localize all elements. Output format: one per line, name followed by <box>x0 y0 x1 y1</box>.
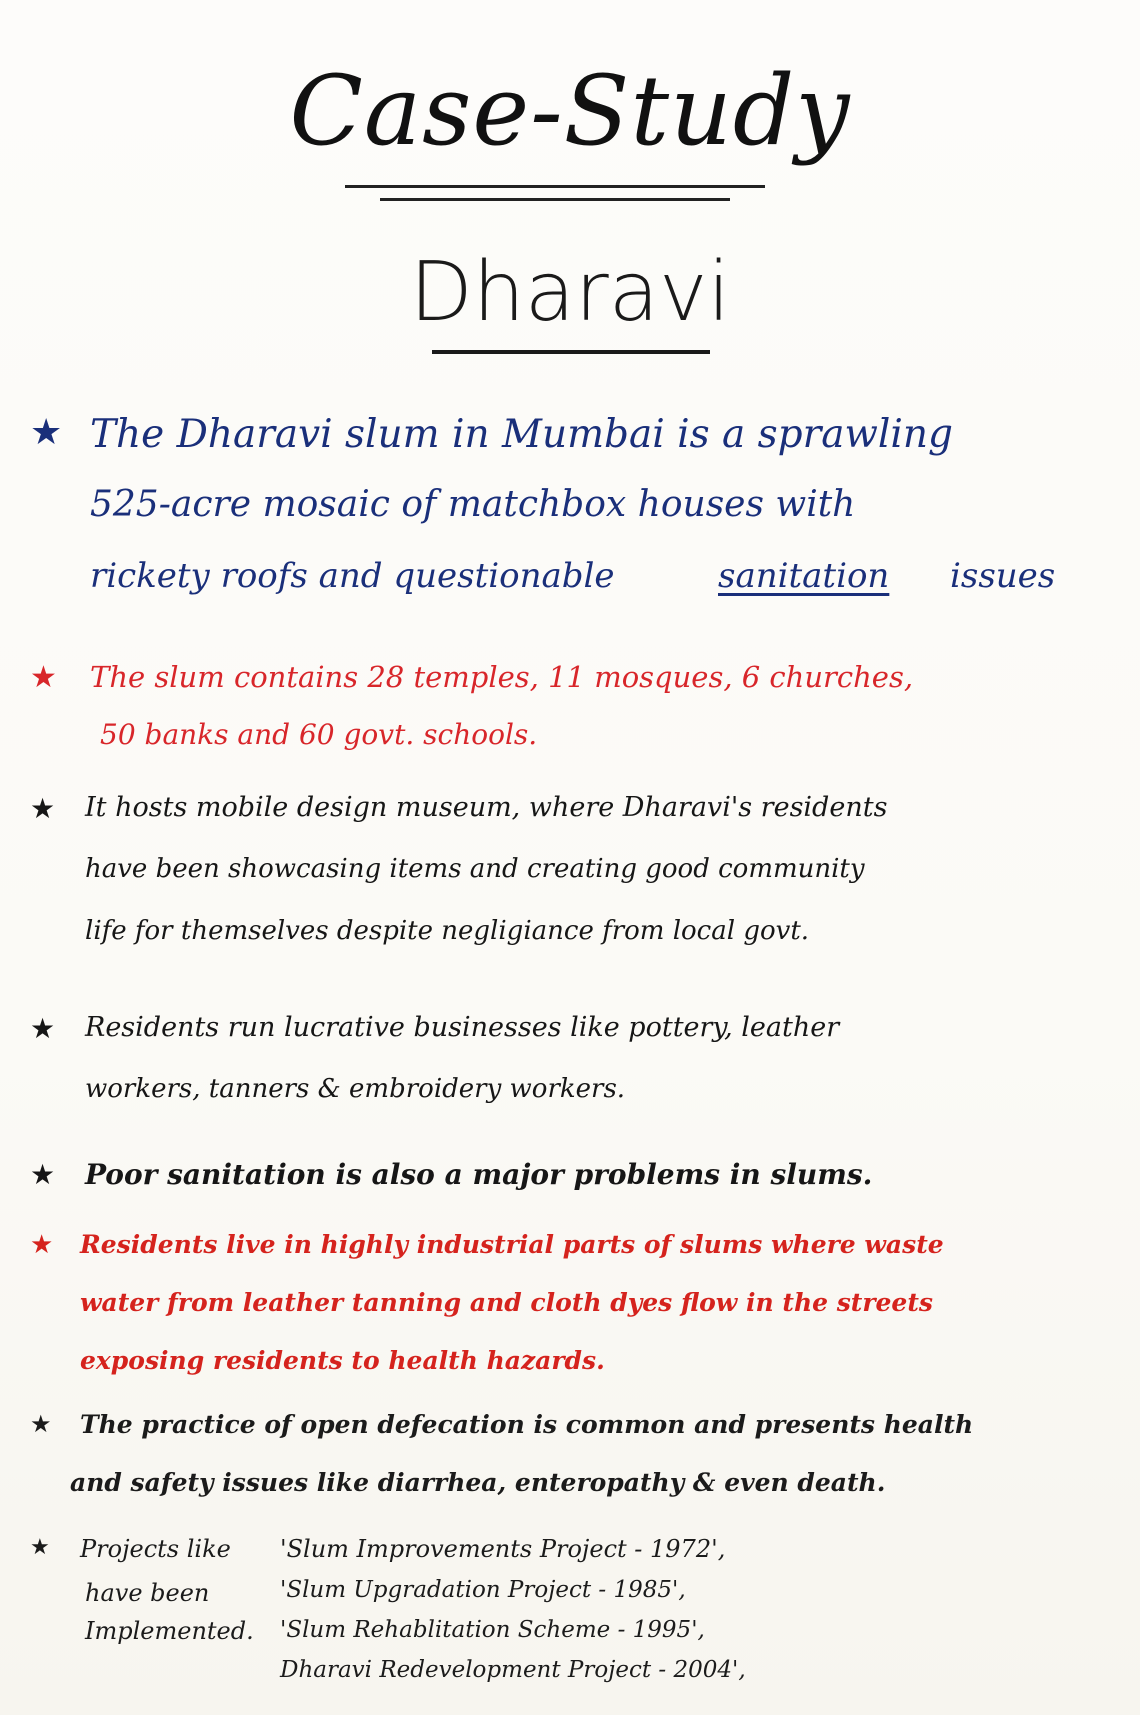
star-icon: ★ <box>30 1158 56 1191</box>
bullet-1-line-1: The Dharavi slum in Mumbai is a sprawling <box>90 412 953 457</box>
project-item-3: 'Slum Rehablitation Scheme - 1995', <box>280 1617 705 1643</box>
bullet-4 <box>30 1012 1130 1122</box>
bullet-1-line-3-end: issues <box>950 556 1056 596</box>
bullet-1-underlined-word: sanitation <box>718 556 890 596</box>
star-icon: ★ <box>30 1410 52 1438</box>
bullet-3 <box>30 792 1130 982</box>
bullet-3-line-1: It hosts mobile design museum, where Dharavi's residents <box>85 792 888 823</box>
bullet-5-line-1: Poor sanitation is also a major problems in slums. <box>85 1158 873 1191</box>
bullet-7-line-2: and safety issues like diarrhea, enteropathy & even death. <box>70 1468 886 1497</box>
bullet-8-label-1: Projects like <box>80 1535 231 1563</box>
bullet-1 <box>30 412 1130 632</box>
bullet-6 <box>30 1230 1130 1400</box>
bullet-6-line-1: Residents live in highly industrial parts of slums where waste <box>80 1230 944 1259</box>
star-icon: ★ <box>30 1535 50 1560</box>
star-icon: ★ <box>30 1012 56 1045</box>
bullet-1-line-3: rickety roofs and questionable <box>90 556 615 596</box>
star-icon: ★ <box>30 412 63 453</box>
project-item-1: 'Slum Improvements Project - 1972', <box>280 1535 726 1563</box>
title-underline-2 <box>380 198 730 201</box>
bullet-8 <box>30 1535 1130 1695</box>
project-item-2: 'Slum Upgradation Project - 1985', <box>280 1577 686 1603</box>
bullet-2 <box>30 660 1130 770</box>
bullet-6-line-3: exposing residents to health hazards. <box>80 1346 605 1375</box>
bullet-2-line-2: 50 banks and 60 govt. schools. <box>100 718 538 751</box>
star-icon: ★ <box>30 660 57 695</box>
bullet-5 <box>30 1158 1130 1208</box>
bullet-6-line-2: water from leather tanning and cloth dyes flow in the streets <box>80 1288 933 1317</box>
bullet-1-line-2: 525-acre mosaic of matchbox houses with <box>90 484 856 525</box>
bullet-7 <box>30 1410 1130 1520</box>
bullet-8-label-3: Implemented. <box>85 1617 254 1645</box>
page-subtitle: Dharavi <box>409 245 731 340</box>
title-underline <box>345 185 765 188</box>
bullet-2-line-1: The slum contains 28 temples, 11 mosques, 6 churches, <box>90 660 914 694</box>
bullet-3-line-2: have been showcasing items and creating good community <box>85 854 865 884</box>
bullet-4-line-1: Residents run lucrative businesses like pottery, leather <box>85 1012 840 1043</box>
star-icon: ★ <box>30 792 56 825</box>
bullet-4-line-2: workers, tanners & embroidery workers. <box>85 1074 626 1104</box>
project-item-4: Dharavi Redevelopment Project - 2004', <box>280 1657 746 1683</box>
bullet-8-label-2: have been <box>85 1579 210 1607</box>
page-title: Case-Study <box>289 55 851 167</box>
star-icon: ★ <box>30 1230 54 1260</box>
subtitle-underline <box>432 350 710 354</box>
bullet-3-line-3: life for themselves despite negligiance from local govt. <box>85 916 810 946</box>
bullet-7-line-1: The practice of open defecation is common and presents health <box>80 1410 974 1439</box>
